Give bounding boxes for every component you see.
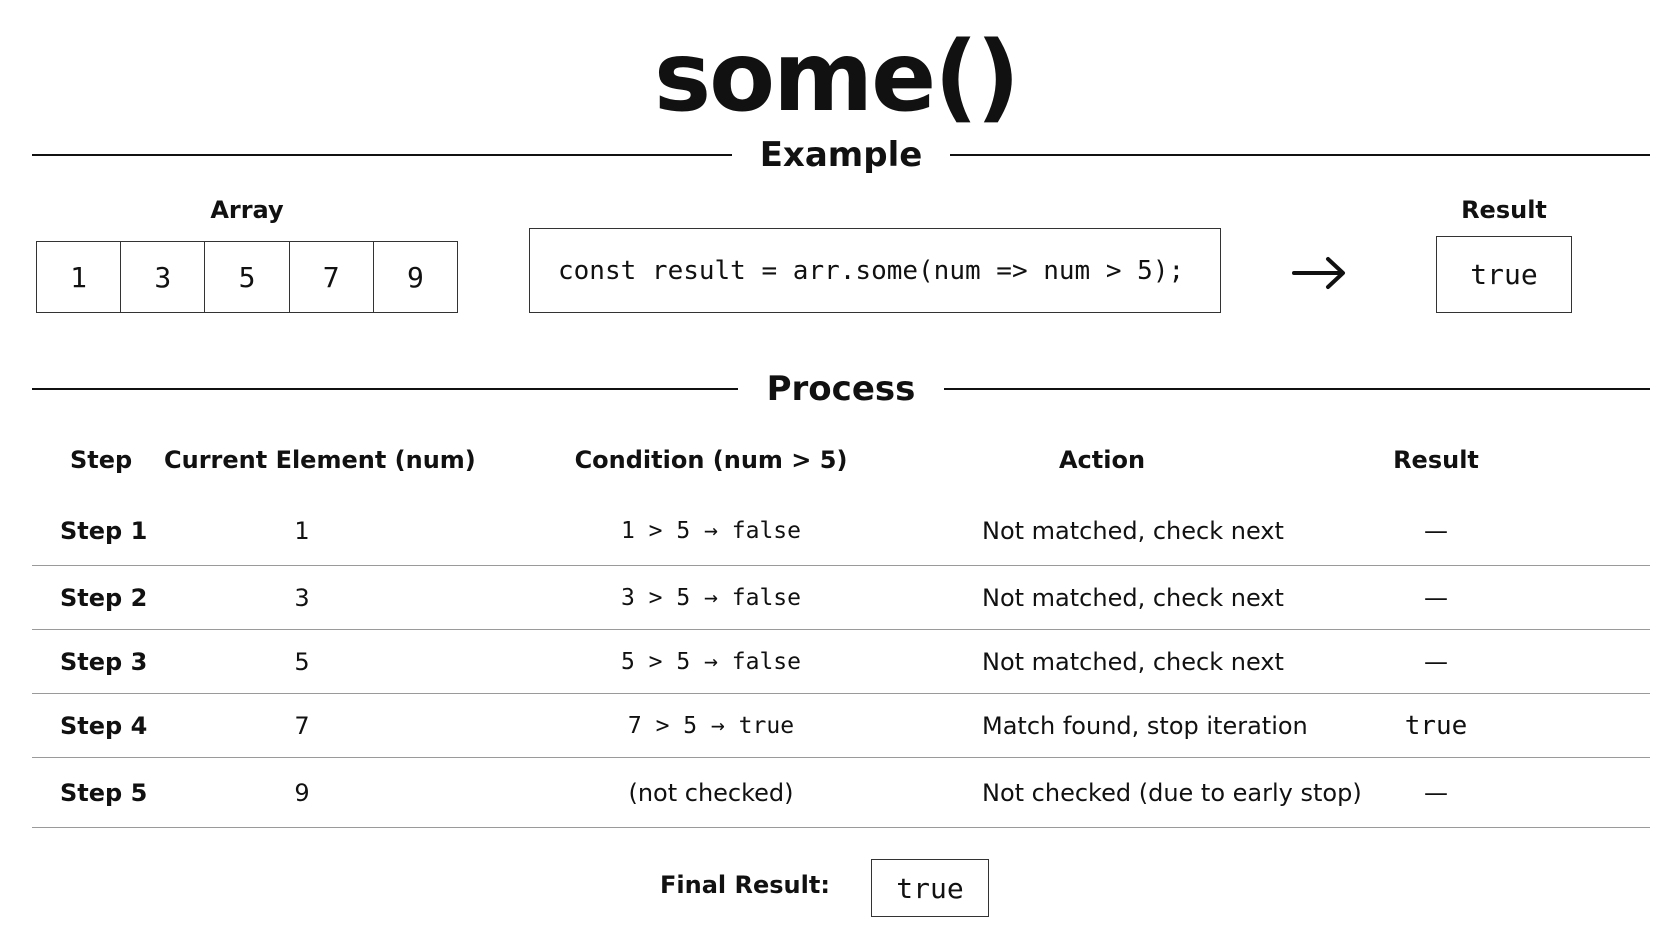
arrow-right-icon [1292,253,1348,293]
example-heading: Example [759,135,923,175]
column-header: Condition (num > 5) [574,446,848,474]
array-visual [36,241,458,313]
table-row [32,758,1650,828]
result-cell: true [1404,710,1468,741]
array-label: Array [210,196,284,224]
result-cell: — [1424,778,1448,807]
current-element-cell: 1 [294,516,310,545]
divider-line [944,388,1650,390]
current-element-cell: 5 [294,647,310,676]
array-cell: 1 [37,242,121,312]
condition-cell: 7 > 5 → true [627,712,795,739]
divider-line [950,154,1650,156]
current-element-cell: 9 [294,778,310,807]
process-heading: Process [766,369,916,409]
process-table [32,424,1650,828]
action-cell: Not matched, check next [982,647,1284,676]
step-cell: Step 3 [60,647,148,676]
array-cell: 3 [121,242,205,312]
process-section-header [32,369,1650,409]
table-row [32,694,1650,758]
current-element-cell: 7 [294,711,310,740]
table-row [32,566,1650,630]
final-result-label: Final Result: [660,871,830,899]
column-header: Current Element (num) [164,446,476,474]
action-cell: Not checked (due to early stop) [982,778,1362,807]
array-cell: 7 [290,242,374,312]
example-section-header [32,135,1650,175]
code-snippet: const result = arr.some(num => num > 5); [529,228,1221,313]
result-cell: — [1424,583,1448,612]
step-cell: Step 1 [60,516,148,545]
action-cell: Not matched, check next [982,583,1284,612]
action-cell: Not matched, check next [982,516,1284,545]
result-cell: — [1424,647,1448,676]
table-row [32,630,1650,694]
condition-cell: 5 > 5 → false [620,648,801,675]
page-title: some() [654,21,1018,133]
step-cell: Step 2 [60,583,148,612]
step-cell: Step 5 [60,778,148,807]
result-label: Result [1461,196,1547,224]
table-header-row [32,424,1650,496]
table-row [32,496,1650,566]
column-header: Action [1058,446,1146,474]
condition-cell: 1 > 5 → false [620,517,801,544]
array-cell: 9 [406,260,424,294]
condition-cell: (not checked) [628,778,794,807]
array-cell: 5 [205,242,289,312]
current-element-cell: 3 [294,583,310,612]
action-cell: Match found, stop iteration [982,711,1308,740]
result-cell: — [1424,516,1448,545]
column-header: Result [1393,446,1479,474]
step-cell: Step 4 [60,711,148,740]
result-value: true [1436,236,1572,313]
final-result-value: true [871,859,989,917]
condition-cell: 3 > 5 → false [620,584,801,611]
column-header: Step [70,446,133,474]
